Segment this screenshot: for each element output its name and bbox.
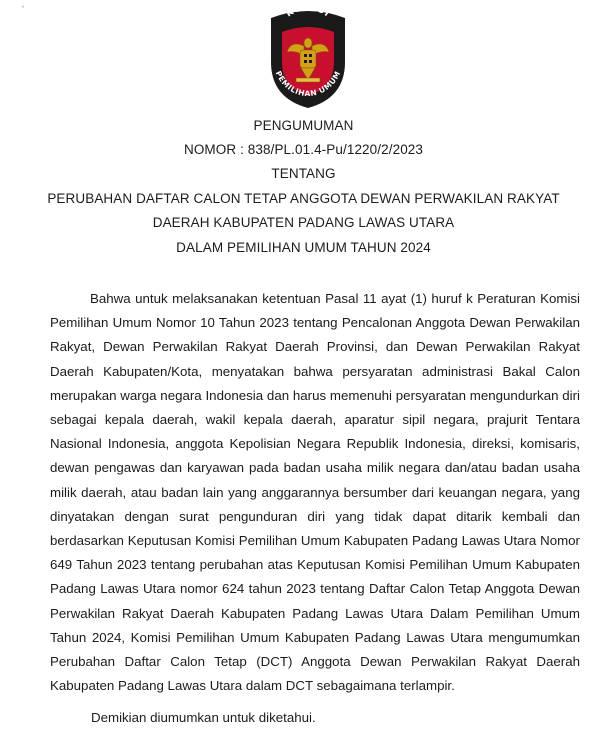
kpu-logo: [263, 6, 353, 110]
kpu-emblem-icon: [263, 6, 353, 110]
announcement-body: [50, 287, 580, 698]
closing-statement: Demikian diumumkan untuk diketahui.: [91, 710, 316, 725]
announcement-subheading: TENTANG: [271, 166, 336, 181]
announcement-title-line-1: PERUBAHAN DAFTAR CALON TETAP ANGGOTA DEWAN PERWAKILAN RAKYAT: [47, 191, 560, 206]
scan-mark: ‘: [22, 4, 24, 14]
announcement-heading: PENGUMUMAN: [253, 118, 354, 133]
svg-text:PEMILIHAN UMUM: PEMILIHAN UMUM: [273, 69, 343, 99]
announcement-title-line-3: DALAM PEMILIHAN UMUM TAHUN 2024: [176, 240, 431, 255]
announcement-number: NOMOR : 838/PL.01.4-Pu/1220/2/2023: [183, 142, 424, 157]
svg-text:KOMISI: KOMISI: [284, 6, 332, 20]
announcement-title-line-2: DAERAH KABUPATEN PADANG LAWAS UTARA: [152, 215, 455, 230]
body-paragraph: Bahwa untuk melaksanakan ketentuan Pasal 11 ayat (1) huruf k Peraturan Komisi Pemilihan Umum Nomor 10 Tahun 2023 tentang Pencalonan Anggota Dewan Perwakilan Rakyat, Dewan Perwakilan Rakyat Daerah Provinsi, dan Dewan Perwakilan Rakyat Daerah Kabupaten/Kota, menyatakan bahwa persyaratan administrasi Bakal Calon merupakan warga negara Indonesia dan harus memenuhi persyaratan mengundurkan diri sebagai kepala daerah, wakil kepala daerah, aparatur sipil negara, prajurit Tentara Nasional Indonesia, anggota Kepolisian Negara Republik Indonesia, direksi, komisaris, dewan pengawas dan karyawan pada badan usaha milik negara dan/atau badan usaha milik daerah, atau badan lain yang anggarannya bersumber dari keuangan negara, yang dinyatakan dengan surat pengunduran diri yang tidak dapat ditarik kembali dan berdasarkan Keputusan Komisi Pemilihan Umum Kabupaten Padang Lawas Utara Nomor 649 Tahun 2023 tentang perubahan atas Keputusan Komisi Pemilihan Umum Kabupaten Padang Lawas Utara nomor 624 tahun 2023 tentang Daftar Calon Tetap Anggota Dewan Perwakilan Rakyat Daerah Kabupaten Padang Lawas Utara Dalam Pemilihan Umum Tahun 2024, Komisi Pemilihan Umum Kabupaten Padang Lawas Utara mengumumkan Perubahan Daftar Calon Tetap (DCT) Anggota Dewan Perwakilan Rakyat Daerah Kabupaten Padang Lawas Utara dalam DCT sebagaimana terlampir.: [50, 291, 580, 694]
